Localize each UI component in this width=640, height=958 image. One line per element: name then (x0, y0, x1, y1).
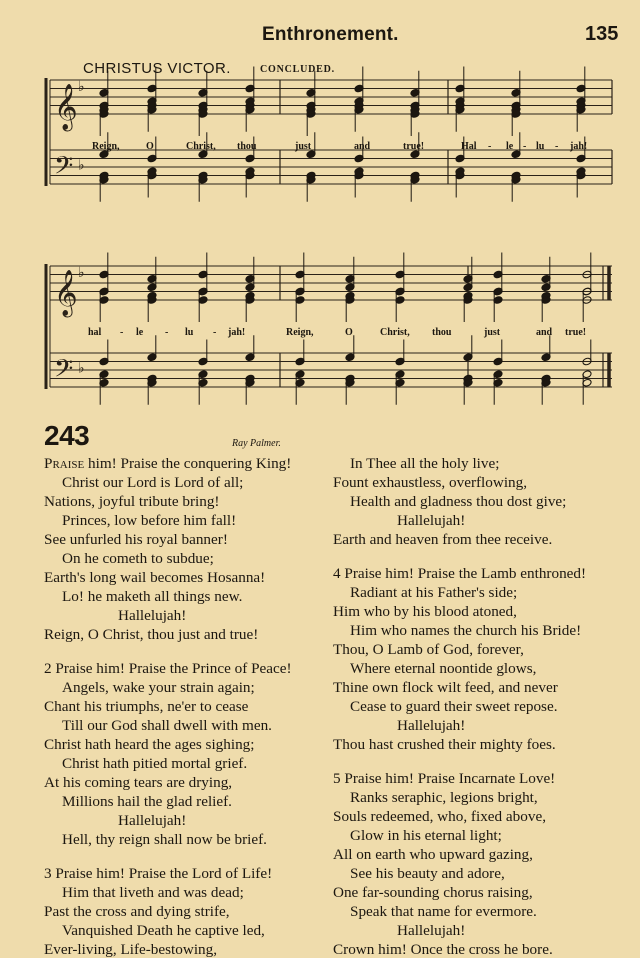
verse-line: Him who by his blood atoned, (333, 603, 517, 620)
verse-line: In Thee all the holy live; (350, 455, 500, 472)
lyric-syllable: Reign, (286, 327, 314, 338)
lyric-syllable: lu (536, 141, 545, 152)
treble-clef-icon: 𝄞 (54, 270, 78, 316)
verse-line: Fount exhaustless, overflowing, (333, 474, 528, 491)
clefs (54, 79, 85, 389)
lyric-syllable: Christ, (186, 141, 216, 152)
verse-line: Christ hath heard the ages sighing; (44, 736, 255, 753)
lyric-syllable: O (345, 327, 353, 338)
lyric-syllable: le (136, 327, 144, 338)
verse-line: 4 Praise him! Praise the Lamb enthroned! (333, 565, 587, 582)
lyric-syllable: jah! (570, 141, 588, 152)
lyric-syllable: and (354, 141, 371, 152)
verse-line: Christ hath pitied mortal grief. (62, 755, 248, 772)
verse-line: Earth's long wail becomes Hosanna! (44, 569, 266, 586)
verse-line: Health and gladness thou dost give; (350, 493, 567, 510)
verse-line: Hallelujah! (118, 812, 187, 829)
verse-line: Hallelujah! (397, 717, 466, 734)
verse-line: Him who names the church his Bride! (350, 622, 582, 639)
verse-line: Angels, wake your strain again; (62, 679, 255, 696)
verse-line (44, 456, 291, 471)
verse-line: Millions hail the glad relief. (62, 793, 232, 810)
verse-line: 2 Praise him! Praise the Prince of Peace! (44, 660, 292, 677)
page-number: 135 (585, 23, 619, 45)
verse-line: Nations, joyful tribute bring! (44, 493, 220, 510)
verse-line: Princes, low before him fall! (62, 512, 237, 529)
verse-line: Hell, thy reign shall now be brief. (62, 831, 267, 848)
verse-line: Souls redeemed, who, fixed above, (333, 808, 546, 825)
verse-line: Ever-living, Life-bestowing, (44, 941, 218, 958)
lyric-syllable: le (506, 141, 514, 152)
verse-line: Radiant at his Father's side; (350, 584, 518, 601)
verse-line: Him that liveth and was dead; (62, 884, 244, 901)
hymn-number: 243 (44, 420, 90, 451)
verse-line: Speak that name for evermore. (350, 903, 537, 920)
lyric-syllable: thou (237, 141, 257, 152)
verse-line: Ranks seraphic, legions bright, (350, 789, 538, 806)
bar-lines (46, 78, 612, 389)
flat-icon: ♭ (78, 360, 85, 377)
lyric-syllable: just (484, 327, 501, 338)
lyric-syllable: - (488, 141, 492, 152)
lyric-syllable: and (536, 327, 553, 338)
verse-line: Vanquished Death he captive led, (62, 922, 265, 939)
lyric-syllable: - (213, 327, 217, 338)
verse-initial-word: Praise (44, 455, 85, 472)
verse-line: Chant his triumphs, ne'er to cease (44, 698, 249, 715)
music-score (0, 0, 640, 420)
verse-line: Crown him! Once the cross he bore. (333, 941, 553, 958)
flat-icon: ♭ (78, 79, 85, 96)
verse-line: Thou hast crushed their mighty foes. (333, 736, 556, 753)
flat-icon: ♭ (78, 157, 85, 174)
verse-line: Hallelujah! (397, 922, 466, 939)
lyric-syllable: Hal (461, 141, 477, 152)
verse-line: See his beauty and adore, (350, 865, 505, 882)
verse-line: 5 Praise him! Praise Incarnate Love! (333, 770, 556, 787)
section-title: Enthronement. (262, 24, 399, 45)
verse-line: At his coming tears are drying, (44, 774, 233, 791)
flat-icon: ♭ (78, 265, 85, 282)
verse-line: Hallelujah! (397, 512, 466, 529)
bass-clef-icon: 𝄢 (54, 354, 74, 390)
lyric-syllable: Christ, (380, 327, 410, 338)
tune-name: CHRISTUS VICTOR. (83, 60, 231, 77)
bass-clef-icon: 𝄢 (54, 151, 74, 187)
verse-line: Glow in his eternal light; (350, 827, 502, 844)
verse-line: Thine own flock wilt feed, and never (333, 679, 558, 696)
hymn-author: Ray Palmer. (232, 438, 281, 449)
lyric-syllable: thou (432, 327, 452, 338)
lyric-syllable: just (295, 141, 312, 152)
staff-lines (50, 80, 612, 387)
lyric-syllable: Reign, (92, 141, 120, 152)
verse-line: Lo! he maketh all things new. (62, 588, 243, 605)
lyric-syllable: lu (185, 327, 194, 338)
lyric-syllable: - (555, 141, 559, 152)
lyric-syllable: - (165, 327, 169, 338)
verse-line: Christ our Lord is Lord of all; (62, 474, 244, 491)
lyric-syllable: hal (88, 327, 102, 338)
verse-line: All on earth who upward gazing, (333, 846, 533, 863)
lyric-syllable: O (146, 141, 154, 152)
notes (99, 67, 592, 405)
lyric-syllable: - (523, 141, 527, 152)
tune-note: CONCLUDED. (260, 64, 335, 75)
lyric-syllable: jah! (228, 327, 246, 338)
verse-line: Past the cross and dying strife, (44, 903, 230, 920)
verse-line: Hallelujah! (118, 607, 187, 624)
verse-line: Where eternal noontide glows, (350, 660, 537, 677)
verse-line-rest: him! Praise the conquering King! (84, 455, 292, 472)
treble-clef-icon: 𝄞 (54, 84, 78, 130)
lyric-syllable: - (120, 327, 124, 338)
verse-line: Cease to guard their sweet repose. (350, 698, 558, 715)
verse-line: Earth and heaven from thee receive. (333, 531, 553, 548)
lyric-syllable: true! (565, 327, 587, 338)
verse-line: One far-sounding chorus raising, (333, 884, 533, 901)
verse-line: Thou, O Lamb of God, forever, (333, 641, 524, 658)
verse-line: See unfurled his royal banner! (44, 531, 228, 548)
verse-line: 3 Praise him! Praise the Lord of Life! (44, 865, 273, 882)
verse-line: Till our God shall dwell with men. (62, 717, 272, 734)
verse-line: Reign, O Christ, thou just and true! (44, 626, 259, 643)
lyric-syllable: true! (403, 141, 425, 152)
verse-line: On he cometh to subdue; (62, 550, 214, 567)
